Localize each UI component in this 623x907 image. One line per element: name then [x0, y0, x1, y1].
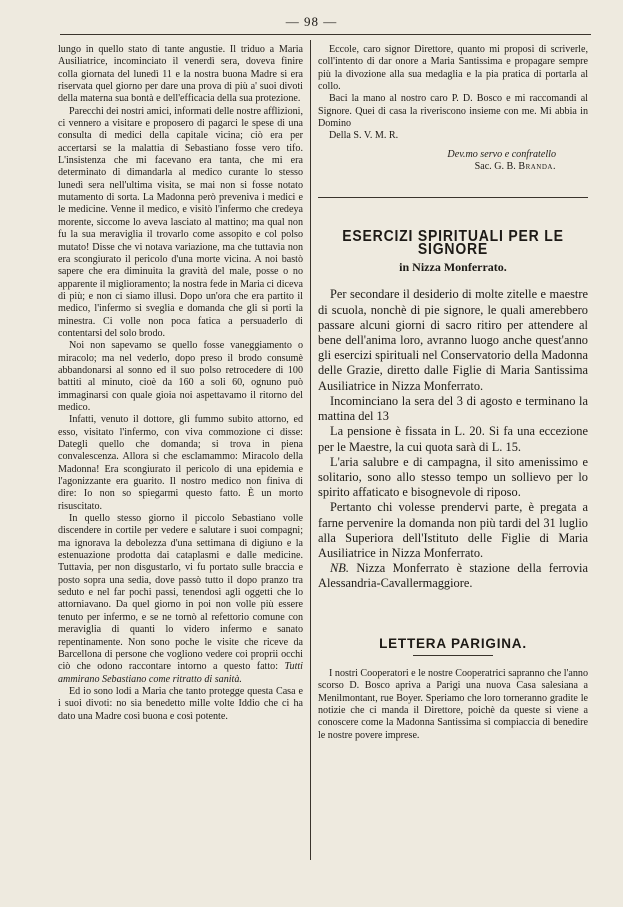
note-paragraph — [318, 561, 588, 591]
right-column — [318, 44, 588, 742]
section-rule — [318, 197, 588, 198]
paragraph: Noi non sapevamo se quello fosse vaneggiamento o miracolo; ma nel vederlo, dopo preso il brodo consumè abbandonarsi al sonno ed il suo polso retrocedere di 100 battiti al minuto, cioè da 160 a soli 60, ognuno può immaginarsi con quale gioia noi aspettavamo il ritorno del medico. — [58, 340, 303, 413]
letter-paragraph: Eccole, caro signor Direttore, quanto mi proposi di scriverle, coll'intento di dar onore a Maria Santissima e propagare sempre più la divozione alla sua medaglia e la pia pratica di portarla al collo. — [318, 44, 588, 93]
left-column — [58, 44, 303, 723]
column-divider — [310, 40, 311, 860]
page-number: — 98 — — [285, 14, 338, 29]
section-body — [318, 287, 588, 591]
signature — [318, 161, 588, 173]
section-heading: ESERCIZI SPIRITUALI PER LE SIGNORE — [342, 227, 564, 259]
heading-underline — [413, 655, 493, 656]
paragraph: Pertanto chi volesse prendervi parte, è pregata a farne pervenire la domanda non più tardi del 31 luglio alla Superiora dell'Istituto delle Figlie di Maria Ausiliatrice in Nizza Monferrato. — [318, 500, 588, 560]
paragraph: Parecchi dei nostri amici, informati delle nostre afflizioni, ci vennero a visitare e proposero di pagarci le spese di una consulta di medici della capitale vicina; ciò era per accertarsi se la malattia di Sebastiano fosse vero tifo. L'insistenza che mi facevano era tanta, che mi era determinato di dimandarla al medico curante lo stesso lunedì sera nell'ultima visita, se mai non si fosse notato mutamento di sorta. La Madonna però preveniva i medici e le medicine. Venne il medico, e visitò l'infermo che credeya morente, siccome lo aveva lasciato al mattino; ma qual non fu la sua meraviglia il trovarlo come assopito e col polso mutato! Disse che vi notava variazione, ma che tuttavia non era scongiurato il pericolo d'una morte vicina. A noi bastò sapere che era diminuita la gravità del male, posse o no apparente il miglioramento; la nostra fede in Maria ci diceva di più; e non ci siamo illusi. Dopo un'ora che era partito il medico, l'infermo si sveglia e domanda che gli si porti la minestra. Ci volle non poca fatica a persuaderlo di contentarsi del solo brodo. — [58, 105, 303, 339]
paragraph: Per secondare il desiderio di molte zitelle e maestre di scuola, nonchè di pie signore, le quali amerebbero passare alcuni giorni di sacro ritiro per attendere al bene dell'anima loro, avranno luogo anche quest'anno gli esercizi spirituali nel Conservatorio della Madonna delle Grazie, diretto dalle Figlie di Maria Santissima Ausiliatrice in Nizza Monferrato. — [318, 287, 588, 393]
paragraph: La pensione è fissata in L. 20. Si fa una eccezione per le Maestre, la cui quota sarà di L. 15. — [318, 424, 588, 454]
paragraph — [58, 513, 303, 686]
note-text: Nizza Monferrato è stazione della ferrovia Alessandria-Cavallermaggiore. — [318, 561, 589, 591]
paragraph: Ed io sono lodi a Maria che tanto protegge questa Casa e i suoi divoti: no sia benedetto mille volte Iddio che ci ha dato una Madre così buona e così potente. — [58, 685, 303, 722]
note-label: NB. — [330, 561, 349, 576]
section-subheading: in Nizza Monferrato. — [399, 260, 507, 275]
signature-closing: Dev.mo servo e confratello — [447, 148, 556, 160]
paragraph: Infatti, venuto il dottore, gli fummo subito attorno, ed esso, visitato l'infermo, con viva commozione ci disse: Dategli quello che domanda; si trova in piena convalescenza. Allora si che esclamammo: Miracolo della Madonna! Era scongiurato il pericolo di una epidemia e l'agonizzante era guarito. Il nostro medico non finiva di dire: Io non so spiegarmi questo fatto. È un morto risuscitato. — [58, 414, 303, 512]
letter-paragraph: Baci la mano al nostro caro P. D. Bosco e mi raccomandi al Signore. Quei di casa la riverisconо insieme con me. Mi abbia in Domino — [318, 93, 588, 130]
paragraph: Incominciano la sera del 3 di agosto e terminano la mattina del 13 — [318, 393, 588, 424]
letter-paragraph: Della S. V. M. R. — [329, 130, 399, 142]
signature-name: Branda. — [518, 161, 556, 173]
header-rule — [60, 34, 591, 35]
paragraph: L'aria salubre e di campagna, il sito amenissimo e solitario, sono allo stesso tempo un sollievo per lo spirito affaticato e bisognevole di riposo. — [318, 454, 588, 500]
paragraph: lungo in quello stato di tante angustie. Il triduo a Maria Ausiliatrice, incominciato il venerdì sera, doveva finire colla giornata del lunedì 11 e la nostra buona Madre si era riservata quel giorno per dare una prova di più a' suoi divoti della materna sua bontà e dell'efficacia della sua protezione. — [58, 44, 303, 105]
paragraph: I nostri Cooperatori e le nostre Cooperatrici sapranno che l'anno scorso D. Bosco apriva a Parigi una nuova Casa salesiana a Menilmontant, rue Boyer. Speriamo che loro torneranno gradite le notizie che ci manda il Direttore, poichè da queste si viene a conoscere come la Madonna Santissima si compiaccia di benedire le nostre povere imprese. — [318, 667, 588, 741]
italic-quote: Tutti ammirano Sebastiano come ritratto di sanità. — [58, 661, 303, 685]
paragraph-text: In quello stesso giorno il piccolo Sebastiano volle discendere in cortile per vedere e salutare i suoi compagni; ma ignorava la debolezza d'una settimana di digiuno e la estenuazione prodotta dai cataplasmi e dalle medicine. Tuttavia, per non disgustarlo, vi fu portato sulle braccia e posto sopra una sedia, dove passò tutto il dopo pranzo tra seduto e nel far pochi passi, tenendosi agli oggetti che lo attorniavano. Da quel giorno in poi non volle più essere tenuto per infermo, e se ne tornò al refettorio comune con meraviglia di quanti lo videro infermo e sanato repentinamente. Non sono poche le visite che riceve da Barcellona di persone che vogliono vedere coi proprii occhi ciò che odono raccontare intorno a questo fatto: — [58, 513, 303, 673]
section-heading: LETTERA PARIGINA. — [379, 635, 527, 651]
signature-title: Sac. G. B. — [474, 161, 516, 173]
